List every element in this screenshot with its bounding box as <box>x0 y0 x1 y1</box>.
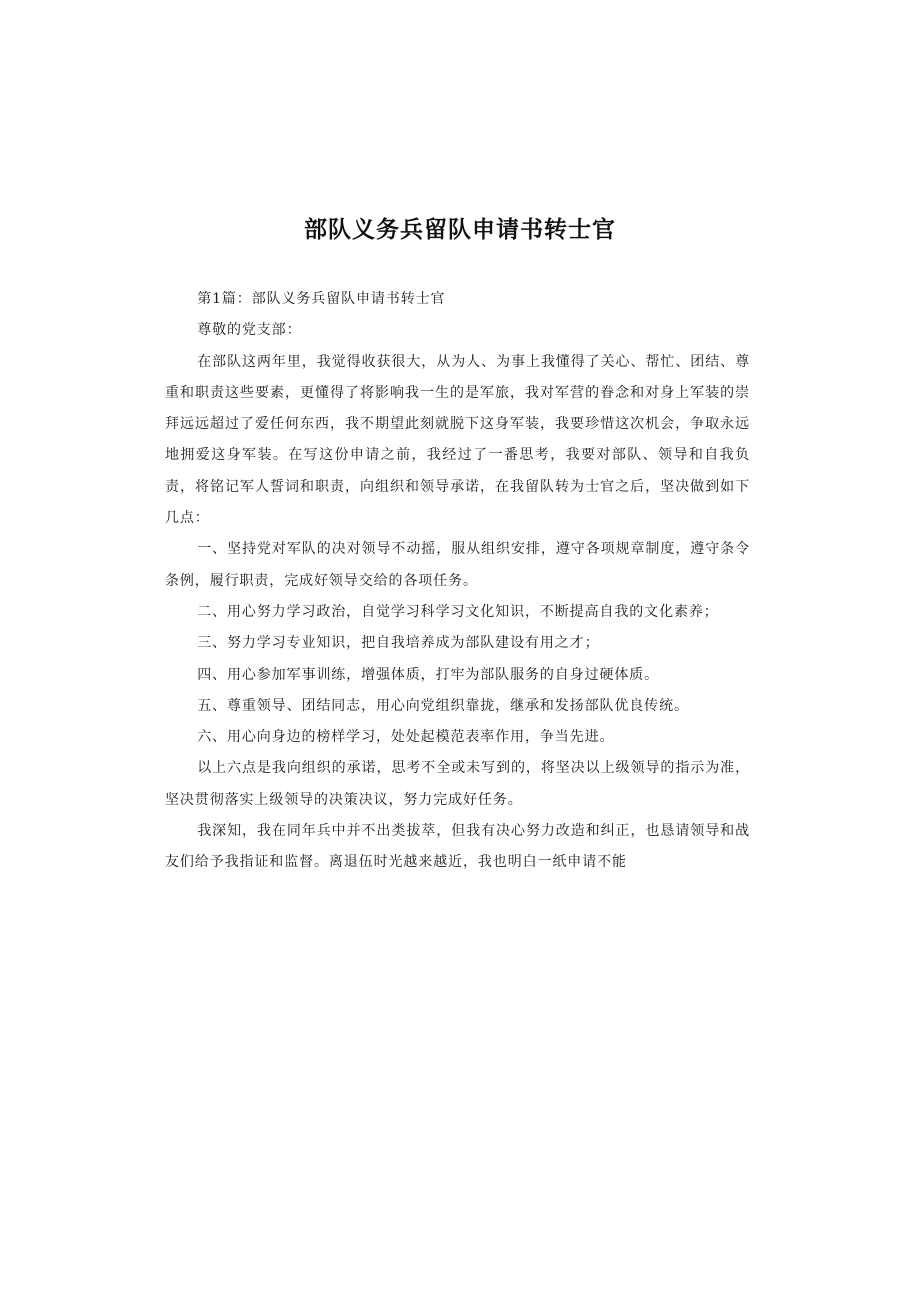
section-heading: 第1篇：部队义务兵留队申请书转士官 <box>197 291 446 307</box>
document-title: 部队义务兵留队申请书转士官 <box>304 217 616 243</box>
paragraph-point-4: 四、用心参加军事训练，增强体质，打牢为部队服务的自身过硬体质。 <box>197 666 660 683</box>
paragraph-point-6: 六、用心向身边的榜样学习，处处起模范表率作用，争当先进。 <box>197 729 615 746</box>
paragraph-closing: 我深知，我在同年兵中并不出类拔萃，但我有决心努力改造和纠正，也恳请领导和战友们给予我指证和监督。离退伍时光越来越近，我也明白一纸申请不能 <box>165 823 750 871</box>
paragraph-point-2: 二、用心努力学习政治，自觉学习科学习文化知识，不断提高自我的文化素养； <box>197 603 719 620</box>
paragraph-point-5: 五、尊重领导、团结同志，用心向党组织靠拢，继承和发扬部队优良传统。 <box>197 697 689 714</box>
paragraph-point-1: 一、坚持党对军队的决对领导不动摇，服从组织安排，遵守各项规章制度，遵守条令条例，履行职责，完成好领导交给的各项任务。 <box>165 541 750 589</box>
paragraph-point-3: 三、努力学习专业知识，把自我培养成为部队建设有用之才； <box>197 635 600 652</box>
paragraph-intro: 在部队这两年里，我觉得收获很大，从为人、为事上我懂得了关心、帮忙、团结、尊重和职责这些要素，更懂得了将影响我一生的是军旅，我对军营的眷念和对身上军装的崇拜远远超过了爱任何东西，我不期望此刻就脱下这身军装，我要珍惜这次机会，争取永远地拥爱这身军装。在写这份申请之前，我经过了一番思考，我要对部队、领导和自我负责，将铭记军人誓词和职责，向组织和领导承诺，在我留队转为士官之后，坚决做到如下几点： <box>165 353 750 527</box>
document-body <box>165 284 750 879</box>
paragraph-commitment: 以上六点是我向组织的承诺，思考不全或未写到的，将坚决以上级领导的指示为准，坚决贯彻落实上级领导的决策决议，努力完成好任务。 <box>165 760 750 808</box>
salutation: 尊敬的党支部： <box>197 322 302 339</box>
